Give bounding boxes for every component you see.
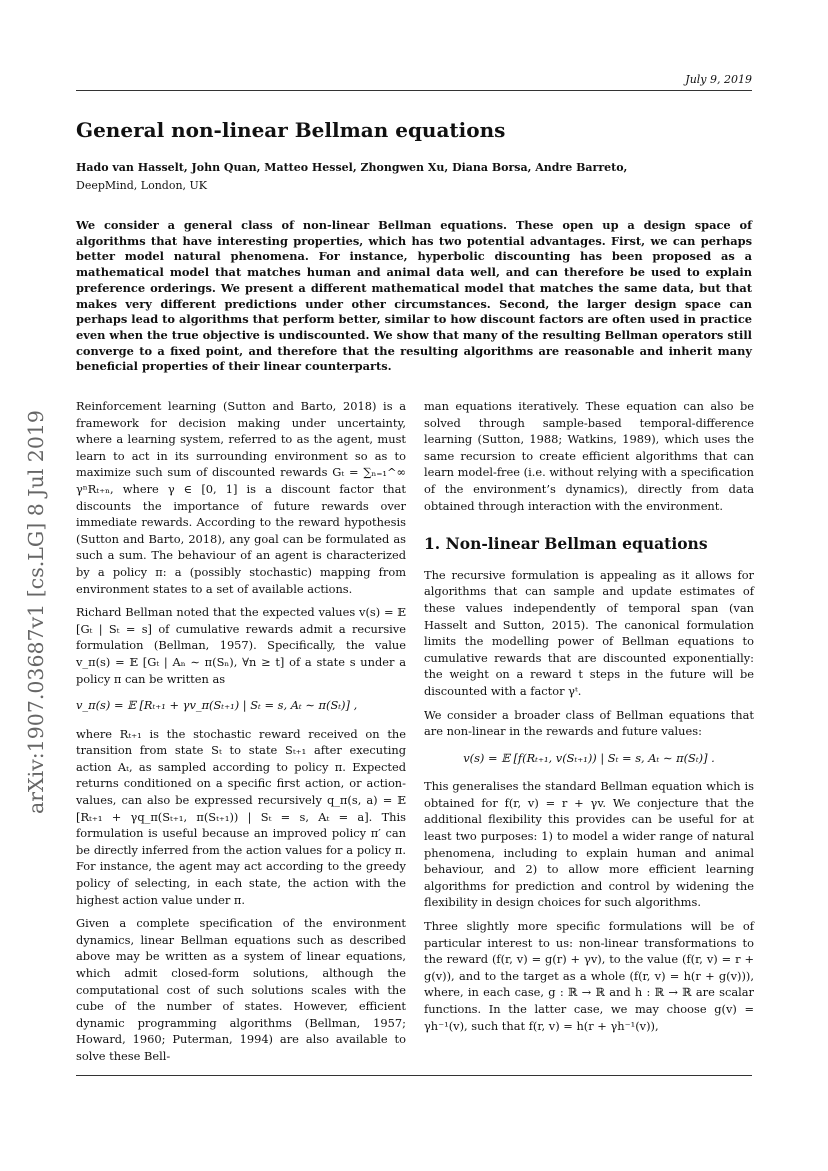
equation-nonlinear-bellman: v(s) = 𝔼 [f(Rₜ₊₁, v(Sₜ₊₁)) | Sₜ = s, Aₜ ∼ π(Sₜ)] . — [463, 750, 715, 765]
right-paragraph-2: We consider a broader class of Bellman equations that are non-linear in the rewards and future values: — [424, 707, 754, 739]
left-column — [76, 398, 406, 1072]
right-paragraph-4: Three slightly more specific formulations will be of particular interest to us: non-linear transformations to the reward (f(r, v) = g(r) + γv), to the value (f(r, v) = r + g(v)), and to the target as a whole (f(r, v) = h(r + g(v))), where, in each case, g : ℝ → ℝ and h : ℝ → ℝ are scalar functions. In the latter case, we may choose g(v) = γh⁻¹(v), such that f(r, v) = h(r + γh⁻¹(v)), — [424, 919, 754, 1033]
right-paragraph-3: This generalises the standard Bellman equation which is obtained for f(r, v) = r + γv. We conjecture that the additional flexibility this provides can be useful for at least two purposes: 1) to model a wider range of natural phenomena, including to explain human and animal behaviour, and 2) to allow more efficient learning algorithms for prediction and control by widening the flexibility in design choices for such algorithms. — [424, 779, 754, 910]
section-title: 1. Non-linear Bellman equations — [424, 534, 708, 554]
footer-rule — [76, 1075, 752, 1076]
header-date: July 9, 2019 — [685, 73, 752, 86]
left-paragraph-2: Richard Bellman noted that the expected values v(s) = 𝔼 [Gₜ | Sₜ = s] of cumulative rewards admit a recursive formulation (Bellman, 1957). Specifically, the value v_π(s) = 𝔼 [Gₜ | Aₙ ∼ π(Sₙ), ∀n ≥ t] of a state s under a policy π can be written as — [76, 605, 406, 686]
equation-value-function: v_π(s) = 𝔼 [Rₜ₊₁ + γv_π(Sₜ₊₁) | Sₜ = s, Aₜ ∼ π(Sₜ)] , — [76, 698, 358, 713]
right-column — [424, 398, 754, 1041]
paper-title: General non-linear Bellman equations — [76, 118, 506, 142]
left-paragraph-1: Reinforcement learning (Sutton and Barto, 2018) is a framework for decision making under uncertainty, where a learning system, referred to as the agent, must learn to act in its surrounding environment so as to maximize such sum of discounted rewards Gₜ = ∑ₙ₌₁^∞ γⁿRₜ₊ₙ, where γ ∈ [0, 1] is a discount factor that discounts the importance of future rewards over immediate rewards. According to the reward hypothesis (Sutton and Barto, 2018), any goal can be formulated as such a sum. The behaviour of an agent is characterized by a policy π: a (possibly stochastic) mapping from environment states to a set of available actions. — [76, 399, 406, 596]
left-paragraph-3: where Rₜ₊₁ is the stochastic reward received on the transition from state Sₜ to state Sₜ₊₁ after executing action Aₜ, as sampled according to policy π. Expected returns conditioned on a specific first action, or action-values, can also be expressed recursively q_π(s, a) = 𝔼 [Rₜ₊₁ + γq_π(Sₜ₊₁, π(Sₜ₊₁)) | Sₜ = s, Aₜ = a]. This formulation is useful because an improved policy π′ can be directly inferred from the action values for a policy π. For instance, the agent may act according to the greedy policy of selecting, in each state, the action with the highest action value under π. — [76, 726, 406, 907]
left-paragraph-4: Given a complete specification of the environment dynamics, linear Bellman equations such as described above may be written as a system of linear equations, which admit closed-form solutions, although the computational cost of such solutions scales with the cube of the number of states. However, efficient dynamic programming algorithms (Bellman, 1957; Howard, 1960; Puterman, 1994) are also available to solve these Bell- — [76, 916, 406, 1063]
paper-abstract: We consider a general class of non-linear Bellman equations. These open up a design space of algorithms that have interesting properties, which has two potential advantages. First, we can perhaps better model natural phenomena. For instance, hyperbolic discounting has been proposed as a mathematical model that matches human and animal data well, and can therefore be used to explain preference orderings. We present a different mathematical model that matches the same data, but that makes very different predictions under other circumstances. Second, the larger design space can perhaps lead to algorithms that perform better, similar to how discount factors are often used in practice even when the true objective is undiscounted. We show that many of the resulting Bellman operators still converge to a fixed point, and therefore that the resulting algorithms are reasonable and inherit many beneficial properties of their linear counterparts. — [76, 218, 752, 374]
arxiv-id-text: arXiv:1907.03687v1 [cs.LG] 8 Jul 2019 — [24, 410, 48, 814]
right-paragraph-0: man equations iteratively. These equation can also be solved through sample-based temporal-difference learning (Sutton, 1988; Watkins, 1989), which uses the same recursion to create efficient algorithms that can learn model-free (i.e. without relying with a specification of the environment’s dynamics), directly from data obtained through interaction with the environment. — [424, 399, 754, 513]
arxiv-sidebar-identifier — [24, 410, 48, 814]
paper-authors: Hado van Hasselt, John Quan, Matteo Hessel, Zhongwen Xu, Diana Borsa, Andre Barreto, — [76, 161, 628, 174]
paper-affiliation: DeepMind, London, UK — [76, 179, 208, 192]
header-rule — [76, 90, 752, 91]
right-paragraph-1: The recursive formulation is appealing as it allows for algorithms that can sample and update estimates of these values independently of temporal span (van Hasselt and Sutton, 2015). The canonical formulation limits the modelling power of Bellman equations to cumulative rewards that are discounted exponentially: the weight on a reward t steps in the future will be discounted with a factor γᵗ. — [424, 567, 754, 698]
